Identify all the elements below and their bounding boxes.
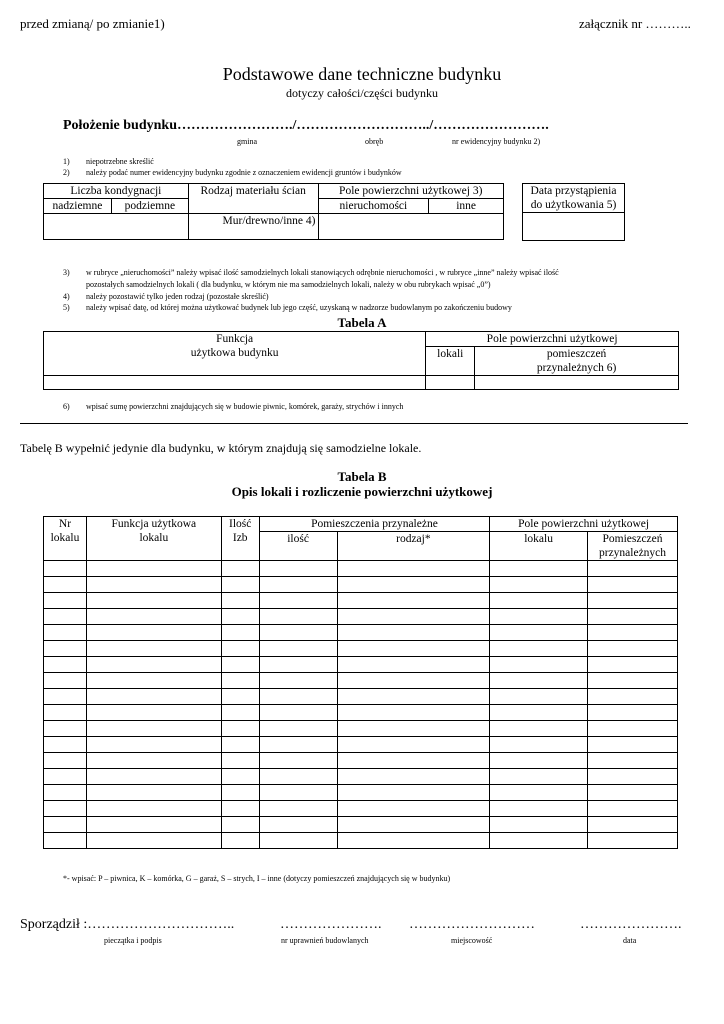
table-cell[interactable]	[490, 657, 588, 673]
table-b	[43, 516, 678, 849]
table-cell[interactable]	[490, 689, 588, 705]
table-cell[interactable]	[337, 833, 490, 849]
table-cell[interactable]	[490, 593, 588, 609]
table-cell[interactable]	[490, 817, 588, 833]
location-gmina-caption: gmina	[237, 137, 257, 146]
header-left: przed zmianą/ po zmianie1)	[20, 16, 165, 31]
table-cell[interactable]	[259, 737, 337, 753]
table-cell[interactable]	[259, 833, 337, 849]
table-row	[44, 721, 678, 737]
table-cell[interactable]	[588, 673, 678, 689]
table-cell[interactable]	[221, 657, 259, 673]
table-cell[interactable]	[86, 721, 221, 737]
table-cell[interactable]	[221, 769, 259, 785]
table-cell[interactable]	[86, 561, 221, 577]
uprawnienia-dots: ………………….	[280, 917, 382, 932]
caption-pieczatka: pieczątka i podpis	[104, 936, 162, 945]
table-cell[interactable]	[86, 577, 221, 593]
table-cell[interactable]	[490, 801, 588, 817]
location-obreb-caption: obręb	[365, 137, 384, 146]
table-cell[interactable]	[86, 769, 221, 785]
table-row	[44, 561, 678, 577]
table-cell[interactable]	[259, 769, 337, 785]
header-inne: inne	[429, 199, 504, 214]
table-cell[interactable]	[259, 705, 337, 721]
value-cell[interactable]	[44, 376, 426, 390]
value-cell[interactable]	[475, 376, 679, 390]
table-cell[interactable]	[337, 593, 490, 609]
pomb-line1: Pomieszczeń	[602, 533, 663, 545]
table-cell[interactable]	[337, 721, 490, 737]
material-value[interactable]: Mur/drewno/inne 4)	[188, 214, 318, 240]
table-cell[interactable]	[221, 801, 259, 817]
header-right: załącznik nr ………..	[579, 16, 691, 31]
table-cell[interactable]	[44, 833, 87, 849]
divider	[20, 423, 688, 424]
header-pole: Pole powierzchni użytkowej	[426, 332, 679, 347]
table-b-footnote: *- wpisać: P – piwnica, K – komórka, G – garaż, S – strych, I – inne (dotyczy pomieszczeń znajdujących się w budynku)	[63, 874, 451, 883]
table-row	[44, 577, 678, 593]
table-cell[interactable]	[44, 657, 87, 673]
table-cell[interactable]	[44, 673, 87, 689]
table-row	[44, 705, 678, 721]
location-line: Położenie budynku……………………./………………………../…………………….	[63, 118, 549, 133]
table-cell[interactable]	[490, 721, 588, 737]
note-text: w rubryce „nieruchomości” należy wpisać ilość samodzielnych lokali stanowiących odrębnie nieruchomości , w rubryce „inne” należy wpisać ilość	[86, 268, 559, 277]
table-cell[interactable]	[86, 833, 221, 849]
note-text: należy pozostawić tylko jeden rodzaj (pozostałe skreślić)	[86, 292, 269, 301]
caption-data: data	[623, 936, 637, 945]
header-ilosc: ilość	[259, 532, 337, 561]
table-row	[44, 609, 678, 625]
note-text: należy podać numer ewidencyjny budynku zgodnie z oznaczeniem ewidencji gruntów i budynków	[86, 168, 402, 177]
table-cell[interactable]	[86, 593, 221, 609]
note-text: wpisać sumę powierzchni znajdujących się w budowie piwnic, komórek, garaży, strychów i innych	[86, 402, 404, 411]
table-cell[interactable]	[86, 657, 221, 673]
pom-line1: pomieszczeń	[546, 348, 607, 360]
table-cell[interactable]	[490, 561, 588, 577]
table-cell[interactable]	[259, 577, 337, 593]
table-cell[interactable]	[337, 689, 490, 705]
note-number: 5)	[63, 303, 70, 312]
date-header-line2: do użytkowania 5)	[530, 199, 617, 211]
nr-line2: lokalu	[50, 532, 80, 544]
data-dots: ………………….	[580, 917, 682, 932]
table-a	[43, 331, 679, 390]
table-cell[interactable]	[259, 753, 337, 769]
table-cell[interactable]	[588, 833, 678, 849]
table-cell[interactable]	[337, 705, 490, 721]
fun-line2: lokalu	[139, 532, 169, 544]
header-pomieszczen	[475, 347, 679, 376]
table-cell[interactable]	[490, 641, 588, 657]
header-pole: Pole powierzchni użytkowej	[490, 517, 678, 532]
izb-line2: Izb	[232, 532, 248, 544]
table-cell[interactable]	[221, 625, 259, 641]
table-row	[44, 657, 678, 673]
header-pole: Pole powierzchni użytkowej 3)	[318, 184, 504, 199]
table-cell[interactable]	[337, 817, 490, 833]
table-cell[interactable]	[588, 721, 678, 737]
table-row	[44, 641, 678, 657]
table-row	[44, 817, 678, 833]
table-cell[interactable]	[490, 833, 588, 849]
note-text: pozostałych samodzielnych lokali ( dla budynku, w którym nie ma samodzielnych lokali, należy w obu rubrykach wpisać „0”)	[86, 280, 491, 289]
table-cell[interactable]	[337, 753, 490, 769]
table-cell[interactable]	[86, 641, 221, 657]
table-cell[interactable]	[588, 657, 678, 673]
table-cell[interactable]	[588, 753, 678, 769]
table-cell[interactable]	[86, 609, 221, 625]
location-nr-caption: nr ewidencyjny budynku 2)	[452, 137, 541, 146]
table-cell[interactable]	[221, 641, 259, 657]
table-b-body	[44, 561, 678, 849]
table-row	[44, 801, 678, 817]
table-cell[interactable]	[337, 609, 490, 625]
table-cell[interactable]	[490, 705, 588, 721]
table-row	[44, 625, 678, 641]
table-cell[interactable]	[44, 609, 87, 625]
table-cell[interactable]	[490, 753, 588, 769]
table-cell[interactable]	[86, 785, 221, 801]
table-cell[interactable]	[337, 737, 490, 753]
table-cell[interactable]	[337, 785, 490, 801]
table-cell[interactable]	[337, 561, 490, 577]
table-cell[interactable]	[259, 641, 337, 657]
table-cell[interactable]	[588, 785, 678, 801]
table-cell[interactable]	[221, 753, 259, 769]
table-cell[interactable]	[221, 833, 259, 849]
header-funkcja	[86, 517, 221, 561]
table-cell[interactable]	[44, 577, 87, 593]
table-cell[interactable]	[490, 673, 588, 689]
table-cell[interactable]	[44, 769, 87, 785]
table-cell[interactable]	[588, 609, 678, 625]
nr-line1: Nr	[58, 518, 72, 530]
table-cell[interactable]	[259, 721, 337, 737]
table-cell[interactable]	[221, 673, 259, 689]
table-cell[interactable]	[259, 689, 337, 705]
table-cell[interactable]	[86, 705, 221, 721]
table-b-intro: Tabelę B wypełnić jedynie dla budynku, w którym znajdują się samodzielne lokale.	[20, 441, 422, 455]
table-cell[interactable]	[86, 753, 221, 769]
table-cell[interactable]	[86, 673, 221, 689]
table-cell[interactable]	[259, 673, 337, 689]
note-number: 3)	[63, 268, 70, 277]
table-cell[interactable]	[490, 577, 588, 593]
value-cell[interactable]	[426, 376, 475, 390]
header-funkcja	[44, 332, 426, 376]
table-b-subtitle: Opis lokali i rozliczenie powierzchni użytkowej	[231, 484, 493, 499]
table-cell[interactable]	[259, 561, 337, 577]
table-row	[44, 689, 678, 705]
note-number: 2)	[63, 168, 70, 177]
table-cell[interactable]	[588, 577, 678, 593]
date-value-cell[interactable]	[523, 213, 625, 241]
header-nr	[44, 517, 87, 561]
table-cell[interactable]	[490, 785, 588, 801]
caption-miejscowosc: miejscowość	[451, 936, 493, 945]
table-row	[44, 737, 678, 753]
table-cell[interactable]	[259, 785, 337, 801]
note-number: 1)	[63, 157, 70, 166]
izb-line1: Ilość	[229, 518, 252, 530]
table-cell[interactable]	[86, 625, 221, 641]
table-cell[interactable]	[221, 689, 259, 705]
page-subtitle: dotyczy całości/części budynku	[286, 86, 438, 100]
signature-line: Sporządził :…………………………..	[20, 917, 235, 932]
table-row	[44, 673, 678, 689]
table-row	[44, 833, 678, 849]
fun-line1: Funkcja użytkowa	[111, 518, 197, 530]
header-rodzaj: rodzaj*	[337, 532, 490, 561]
header-lokali: lokali	[426, 347, 475, 376]
header-nadziemne: nadziemne	[44, 199, 112, 214]
table-cell[interactable]	[490, 737, 588, 753]
miejscowosc-dots: ………………………	[409, 917, 535, 932]
funkcja-line1: Funkcja	[216, 333, 254, 345]
table-cell[interactable]	[337, 641, 490, 657]
table-cell[interactable]	[44, 737, 87, 753]
table-cell[interactable]	[588, 705, 678, 721]
table-cell[interactable]	[588, 737, 678, 753]
table-cell[interactable]	[259, 801, 337, 817]
table-cell[interactable]	[221, 817, 259, 833]
table-cell[interactable]	[44, 705, 87, 721]
table-cell[interactable]	[44, 721, 87, 737]
table-cell[interactable]	[490, 769, 588, 785]
table-cell[interactable]	[337, 801, 490, 817]
header-kondygnacje: Liczba kondygnacji	[44, 184, 189, 199]
table-cell[interactable]	[221, 721, 259, 737]
table-cell[interactable]	[86, 689, 221, 705]
building-data-table	[43, 183, 504, 240]
table-cell[interactable]	[337, 657, 490, 673]
table-cell[interactable]	[337, 625, 490, 641]
table-row	[44, 785, 678, 801]
table-cell[interactable]	[221, 737, 259, 753]
table-cell[interactable]	[221, 785, 259, 801]
value-cell[interactable]	[44, 214, 189, 240]
table-cell[interactable]	[259, 593, 337, 609]
table-cell[interactable]	[588, 689, 678, 705]
table-cell[interactable]	[44, 801, 87, 817]
table-cell[interactable]	[588, 561, 678, 577]
table-cell[interactable]	[259, 625, 337, 641]
table-row	[44, 769, 678, 785]
table-cell[interactable]	[44, 593, 87, 609]
table-cell[interactable]	[588, 817, 678, 833]
table-cell[interactable]	[221, 705, 259, 721]
table-cell[interactable]	[44, 689, 87, 705]
header-nieruchomosci: nieruchomości	[318, 199, 429, 214]
table-cell[interactable]	[337, 577, 490, 593]
header-podziemne: podziemne	[111, 199, 188, 214]
table-cell[interactable]	[44, 625, 87, 641]
table-cell[interactable]	[588, 641, 678, 657]
table-cell[interactable]	[337, 673, 490, 689]
table-cell[interactable]	[86, 817, 221, 833]
table-a-title: Tabela A	[337, 315, 387, 330]
table-b-title: Tabela B	[337, 469, 387, 484]
table-cell[interactable]	[221, 561, 259, 577]
table-cell[interactable]	[259, 609, 337, 625]
note-text: należy wpisać datę, od której można użytkować budynek lub jego część, uzyskaną w nadzorze budowlanym po zakończeniu budowy	[86, 303, 512, 312]
table-cell[interactable]	[86, 801, 221, 817]
table-cell[interactable]	[588, 625, 678, 641]
table-cell[interactable]	[86, 737, 221, 753]
table-cell[interactable]	[221, 577, 259, 593]
table-cell[interactable]	[44, 561, 87, 577]
header-pomieszczenia: Pomieszczenia przynależne	[259, 517, 490, 532]
table-cell[interactable]	[259, 817, 337, 833]
table-cell[interactable]	[337, 769, 490, 785]
table-cell[interactable]	[490, 625, 588, 641]
date-header-line1: Data przystąpienia	[530, 185, 617, 197]
value-cell[interactable]	[318, 214, 504, 240]
pomb-line2: przynależnych	[598, 547, 667, 559]
note-text: niepotrzebne skreślić	[86, 157, 154, 166]
table-row	[44, 593, 678, 609]
table-cell[interactable]	[259, 657, 337, 673]
table-row	[44, 753, 678, 769]
header-pomieszczen	[588, 532, 678, 561]
funkcja-line2: użytkowa budynku	[190, 347, 279, 359]
table-cell[interactable]	[44, 785, 87, 801]
table-cell[interactable]	[588, 801, 678, 817]
table-cell[interactable]	[588, 593, 678, 609]
caption-uprawnienia: nr uprawnień budowlanych	[281, 936, 369, 945]
header-material: Rodzaj materiału ścian	[188, 184, 318, 214]
table-cell[interactable]	[221, 609, 259, 625]
page-title: Podstawowe dane techniczne budynku	[222, 64, 502, 84]
header-data	[523, 184, 625, 213]
note-number: 4)	[63, 292, 70, 301]
pom-line2: przynależnych 6)	[536, 362, 617, 374]
table-cell[interactable]	[490, 609, 588, 625]
header-izb	[221, 517, 259, 561]
table-cell[interactable]	[44, 817, 87, 833]
date-table	[522, 183, 625, 241]
note-number: 6)	[63, 402, 70, 411]
table-cell[interactable]	[588, 769, 678, 785]
header-lokalu: lokalu	[490, 532, 588, 561]
table-cell[interactable]	[44, 753, 87, 769]
table-cell[interactable]	[221, 593, 259, 609]
table-cell[interactable]	[44, 641, 87, 657]
